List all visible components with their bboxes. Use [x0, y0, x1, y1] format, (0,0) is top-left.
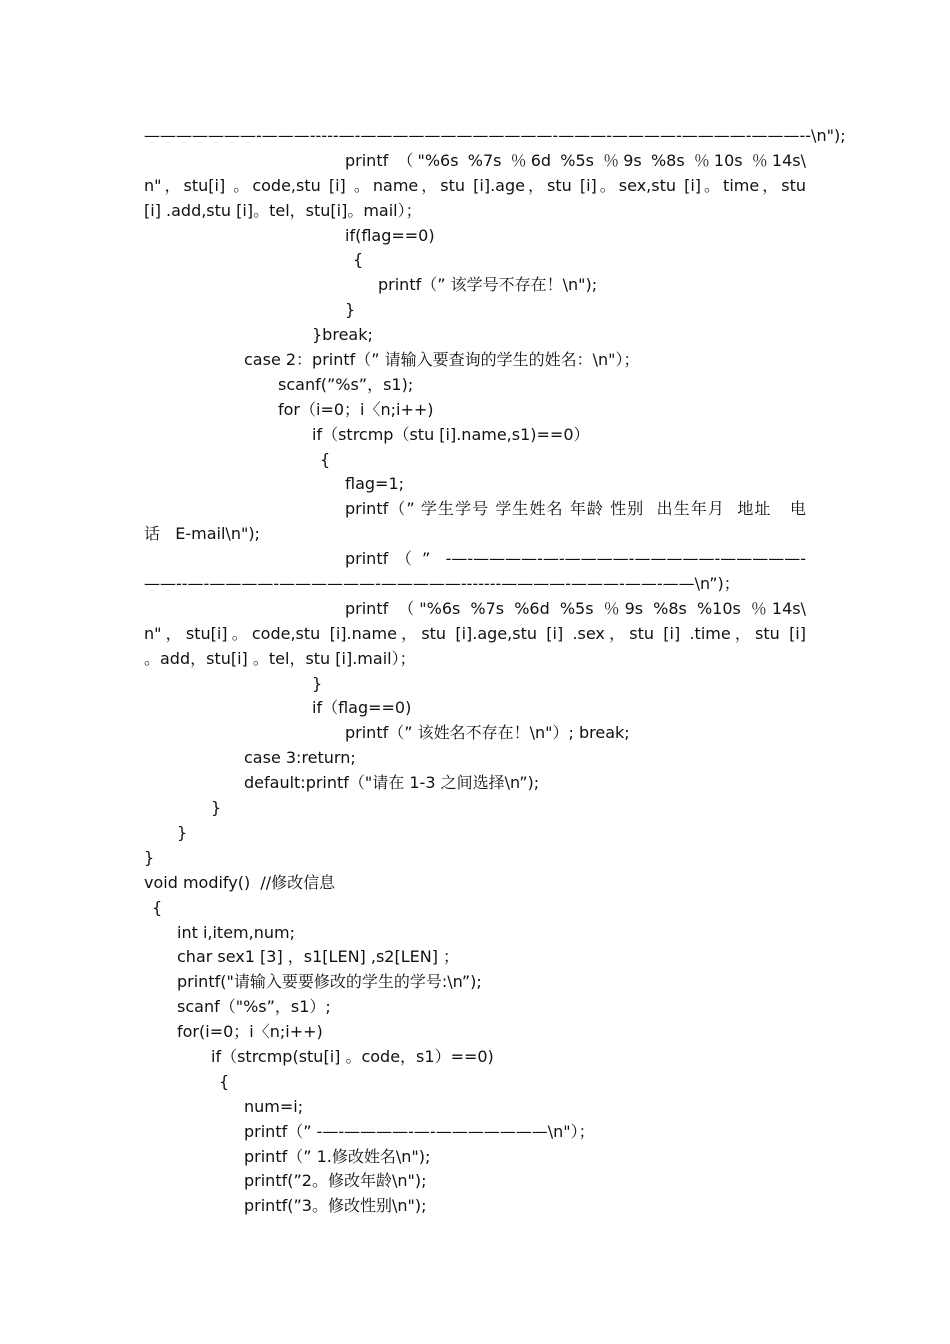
- code-line: printf（” 该姓名不存在！\n"）; break;: [345, 723, 630, 743]
- code-line: scanf(”%s”，s1);: [278, 374, 414, 394]
- code-line: }: [312, 673, 323, 693]
- code-line: {: [219, 1071, 230, 1091]
- code-line: {: [152, 897, 163, 917]
- code-line: case 2：printf（” 请输入要查询的学生的姓名：\n"）；: [244, 350, 640, 370]
- code-line: num=i;: [244, 1096, 304, 1116]
- code-line: printf （"%6s %7s %6d %5s ％9s %8s %10s ％14s\: [345, 598, 806, 618]
- code-line: }: [144, 847, 155, 867]
- code-line: ——--—-————-——————-—————-------————-———-——-——\n”)；: [144, 574, 740, 594]
- code-line: n"，stu[i] 。code,stu [i] 。name，stu [i].age，stu [i]。sex,stu [i]。time，stu: [144, 175, 806, 195]
- code-line: printf （"%6s %7s ％6d %5s ％9s %8s ％10s ％14s\: [345, 150, 806, 170]
- code-line: printf("请输入要要修改的学生的学号:\n”);: [177, 972, 482, 992]
- code-line: n"，stu[i]。code,stu [i].name，stu [i].age,stu [i] .sex，stu [i] .time，stu [i]: [144, 623, 806, 643]
- code-line: case 3:return;: [244, 748, 356, 768]
- code-line: if（flag==0): [312, 698, 412, 718]
- code-line: int i,item,num;: [177, 922, 295, 942]
- code-line: printf(”3。修改性别\n");: [244, 1196, 427, 1216]
- code-line: printf（” -—-————-—-———————\n"）；: [244, 1121, 595, 1141]
- code-line: printf（” 学生学号 学生姓名 年龄 性别 出生年月 地址 电: [345, 499, 806, 519]
- code-line: flag=1;: [345, 474, 405, 494]
- code-line: printf（” 该学号不存在！\n");: [378, 275, 598, 295]
- code-line: }: [345, 300, 356, 320]
- code-line: default:printf（"请在 1-3 之间选择\n”);: [244, 773, 540, 793]
- code-line: 。add，stu[i] 。tel，stu [i].mail）；: [144, 648, 416, 668]
- code-line: ———————-———-----—-————————————-———-————-————-———--\n");: [144, 126, 846, 145]
- code-line: }break;: [312, 325, 373, 345]
- code-line: printf(”2。修改年龄\n");: [244, 1171, 427, 1191]
- code-line: [i] .add,stu [i]。tel，stu[i]。mail）；: [144, 200, 422, 220]
- code-line: char sex1 [3] ，s1[LEN] ,s2[LEN] ；: [177, 947, 460, 967]
- code-line: 话 E-mail\n");: [144, 524, 260, 544]
- code-line: {: [320, 449, 331, 469]
- code-line: for（i=0；i〈n;i++): [278, 399, 434, 419]
- code-line: void modify() //修改信息: [144, 872, 336, 892]
- code-document: [144, 124, 846, 1219]
- code-line: {: [353, 250, 364, 270]
- code-line: }: [177, 822, 188, 842]
- code-line: printf（” 1.修改姓名\n");: [244, 1146, 431, 1166]
- code-line: for(i=0；i〈n;i++): [177, 1022, 323, 1042]
- code-line: }: [211, 798, 222, 818]
- code-line: printf （ ” -—-————-—-————-—————-—————-: [345, 549, 806, 569]
- code-line: if（strcmp（stu [i].name,s1)==0）: [312, 424, 590, 444]
- code-line: if(flag==0): [345, 225, 435, 245]
- code-line: scanf（"%s”，s1）;: [177, 997, 331, 1017]
- code-line: if（strcmp(stu[i] 。code，s1）==0): [211, 1046, 494, 1066]
